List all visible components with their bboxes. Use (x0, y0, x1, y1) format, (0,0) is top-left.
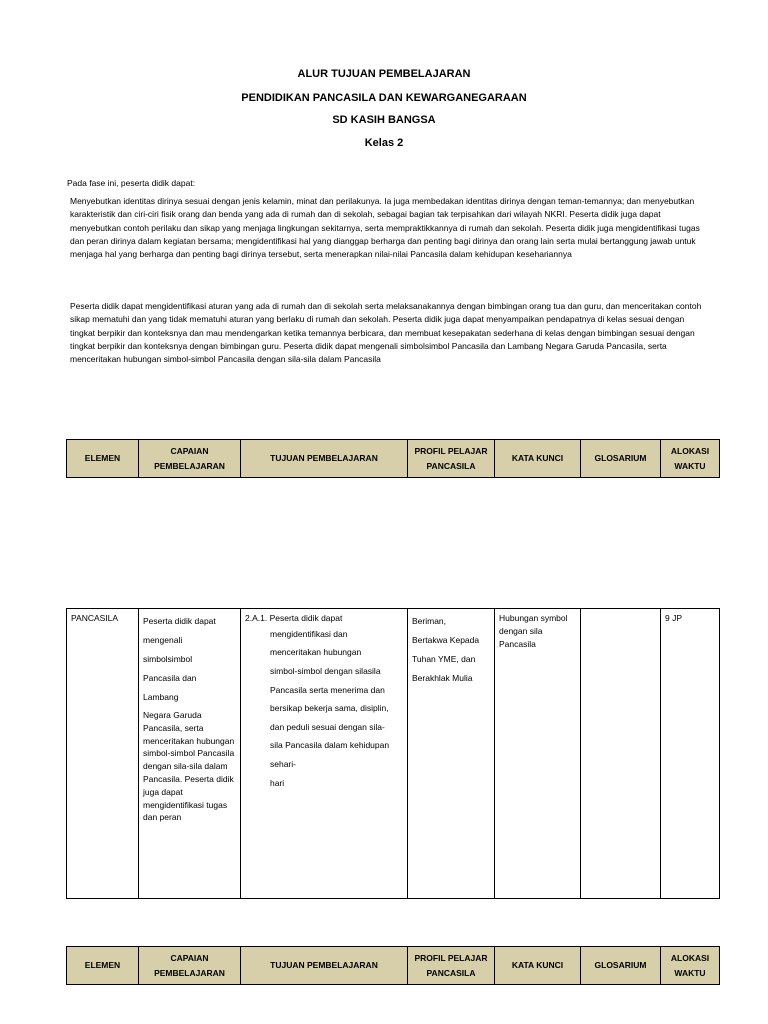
subject-title: PENDIDIKAN PANCASILA DAN KEWARGANEGARAAN (241, 92, 527, 104)
profil-line: Bertakwa Kepada (412, 635, 480, 645)
capaian-line: Lambang (143, 692, 179, 702)
capaian-line: mengenali (143, 635, 183, 645)
capaian-line: simbolsimbol (143, 654, 193, 664)
capaian-line: Peserta didik dapat (143, 616, 216, 626)
capaian-continued: Negara Garuda Pancasila, serta menceritakan hubungan simbol-simbol Pancasila dengan sila-sila dalam Pancasila. Peserta didik juga dapat mengidentifikasi tugas dan peran (143, 710, 235, 823)
tujuan-line: mengidentifikasi dan (270, 628, 348, 639)
capaian-line: Pancasila dan (143, 673, 197, 683)
school-name: SD KASIH BANGSA (332, 114, 436, 126)
header-capaian: CAPAIAN PEMBELAJARAN (139, 947, 241, 985)
tujuan-line: menceritakan hubungan (270, 647, 362, 658)
header-elemen: ELEMEN (67, 440, 139, 478)
tujuan-line: sila Pancasila dalam kehidupan (270, 740, 390, 751)
cell-glosarium (581, 609, 661, 899)
tujuan-line: hari (270, 777, 285, 788)
cell-capaian (139, 609, 241, 899)
document-title: ALUR TUJUAN PEMBELAJARAN (297, 68, 471, 80)
header-elemen: ELEMEN (67, 947, 139, 985)
profil-line: Tuhan YME, dan (412, 654, 476, 664)
header-profil: PROFIL PELAJAR PANCASILA (408, 440, 495, 478)
cell-alokasi: 9 JP (661, 609, 720, 899)
header-kata-kunci: KATA KUNCI (495, 440, 581, 478)
header-glosarium: GLOSARIUM (581, 947, 661, 985)
paragraph-identity: Menyebutkan identitas dirinya sesuai dengan jenis kelamin, minat dan perilakunya. Ia juga membedakan identitas dirinya dengan teman-temannya; dan menyebutkan karakteristik dan ciri-ciri fisik orang dan benda yang ada di rumah dan di sekolah, sebagai bagian tak terpisahkan dari wilayah NKRI. Peserta didik juga dapat menyebutkan contoh perilaku dan sikap yang menjaga lingkungan sekitarnya, serta mempraktikkannya di rumah dan sekolah. Peserta didik juga mengidentifikasi tugas dan peran dirinya dalam kegiatan bersama; mengidentifikasi hal yang dianggap berharga dan penting bagi dirinya dan orang lain serta mulai bertanggung jawab untuk menjaga hal yang berharga dan penting bagi dirinya tersebut, serta menerapkan nilai-nilai Pancasila dalam kehidupan kesehariannya (70, 196, 700, 260)
table-row (67, 609, 720, 899)
header-profil: PROFIL PELAJAR PANCASILA (408, 947, 495, 985)
tujuan-line: simbol-simbol dengan silasila (270, 665, 381, 676)
tujuan-line: Pancasila serta menerima dan (270, 684, 385, 695)
content-table (66, 608, 720, 899)
header-alokasi: ALOKASI WAKTU (661, 440, 720, 478)
table-header-2 (66, 946, 720, 985)
cell-tujuan (241, 609, 408, 899)
profil-line: Beriman, (412, 616, 447, 626)
header-tujuan: TUJUAN PEMBELAJARAN (241, 947, 408, 985)
cell-kata-kunci: Hubungan symbol dengan sila Pancasila (495, 609, 581, 899)
header-kata-kunci: KATA KUNCI (495, 947, 581, 985)
cell-profil (408, 609, 495, 899)
profil-line: Berakhlak Mulia (412, 673, 473, 683)
grade-label: Kelas 2 (364, 137, 404, 149)
header-capaian: CAPAIAN PEMBELAJARAN (139, 440, 241, 478)
cell-elemen: PANCASILA (67, 609, 139, 899)
tujuan-line: bersikap bekerja sama, disiplin, (270, 703, 389, 714)
header-alokasi: ALOKASI WAKTU (661, 947, 720, 985)
intro-text: Pada fase ini, peserta didik dapat: (67, 178, 196, 188)
table-header-1 (66, 439, 720, 478)
header-glosarium: GLOSARIUM (581, 440, 661, 478)
tujuan-line: dan peduli sesuai dengan sila- (270, 721, 385, 732)
paragraph-rules: Peserta didik dapat mengidentifikasi aturan yang ada di rumah dan di sekolah serta melaksanakannya dengan bimbingan orang tua dan guru, dan menceritakan contoh sikap mematuhi dan yang tidak mematuhi aturan yang berlaku di rumah dan sekolah. Peserta didik juga dapat menyampaikan pendapatnya di kelas sesuai dengan tingkat berpikir dan konteksnya dan mau mendengarkan ketika temannya berbicara, dan membuat kesepakatan sederhana di kelas dengan bimbingan sesuai dengan tingkat berpikir dan konteksnya dengan bimbingan guru. Peserta didik dapat mengenali simbolsimbol Pancasila dan Lambang Negara Garuda Pancasila, serta menceritakan hubungan simbol-simbol Pancasila dengan sila-sila dalam Pancasila (70, 301, 702, 365)
tujuan-line: sehari- (270, 758, 296, 769)
header-tujuan: TUJUAN PEMBELAJARAN (241, 440, 408, 478)
tujuan-first-line: 2.A.1. Peserta didik dapat (245, 613, 343, 623)
